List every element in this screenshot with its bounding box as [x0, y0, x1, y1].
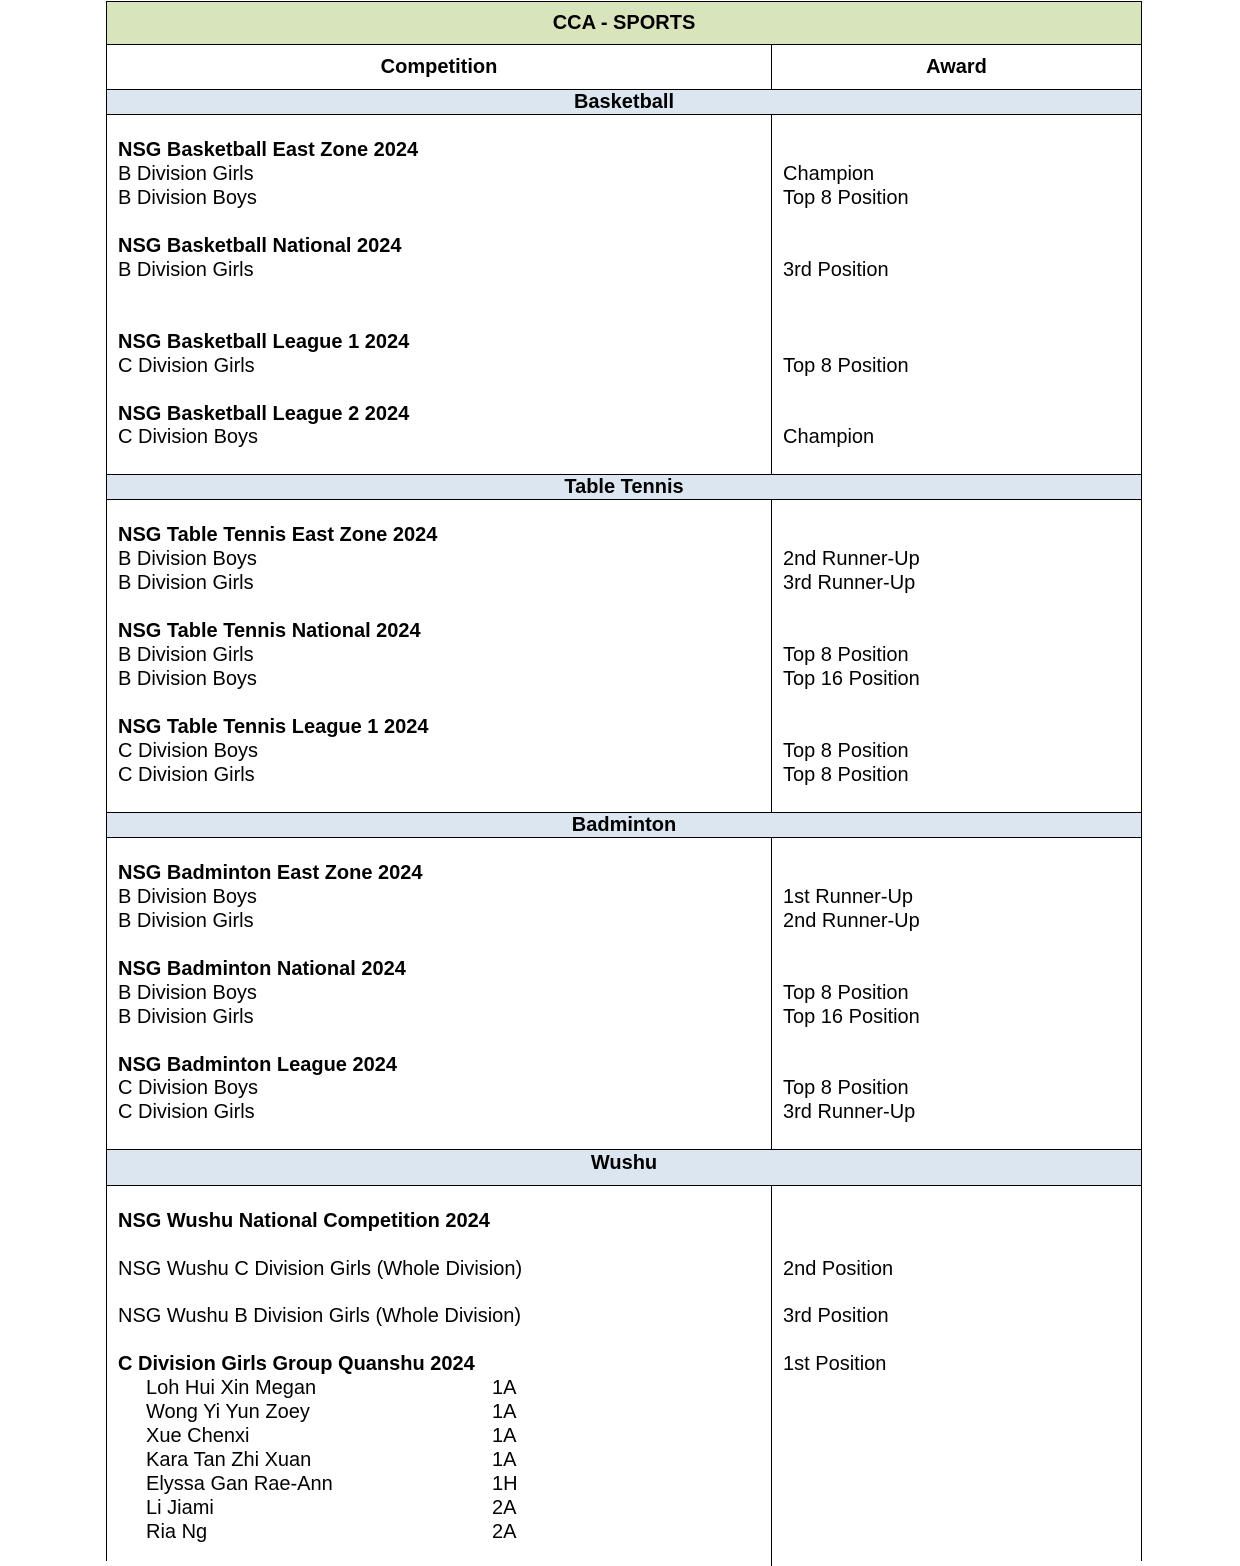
award-value: 3rd Position — [783, 1305, 889, 1327]
member-name: Elyssa Gan Rae-Ann — [146, 1473, 333, 1495]
competition-title: NSG Basketball League 1 2024 — [118, 331, 410, 353]
section-wushu: Wushu — [107, 1149, 1141, 1186]
competition-title: NSG Basketball National 2024 — [118, 235, 402, 257]
award-value: Top 8 Position — [783, 740, 909, 762]
award-value: 2nd Runner-Up — [783, 548, 920, 570]
member-class: 1A — [492, 1449, 517, 1471]
competition-title: NSG Badminton National 2024 — [118, 958, 406, 980]
section-basketball: Basketball — [107, 89, 1141, 115]
award-value: 3rd Runner-Up — [783, 572, 916, 594]
award-value: Top 8 Position — [783, 644, 909, 666]
member-class: 2A — [492, 1521, 517, 1543]
competition-title: NSG Wushu National Competition 2024 — [118, 1210, 490, 1232]
member-class: 1H — [492, 1473, 518, 1495]
column-divider — [771, 45, 772, 89]
award-value: Top 16 Position — [783, 668, 920, 690]
award-value: Champion — [783, 426, 875, 448]
competition-title: NSG Badminton East Zone 2024 — [118, 862, 423, 884]
competition-header: Competition — [380, 56, 498, 78]
column-divider — [771, 838, 772, 1149]
division-label: NSG Wushu C Division Girls (Whole Division) — [118, 1258, 523, 1280]
member-class: 1A — [492, 1401, 517, 1423]
division-label: B Division Girls — [118, 163, 254, 185]
column-divider — [771, 1186, 772, 1566]
table-title: CCA - SPORTS — [107, 1, 1141, 45]
competition-title: NSG Badminton League 2024 — [118, 1054, 397, 1076]
division-label: B Division Girls — [118, 259, 254, 281]
award-header: Award — [926, 56, 987, 78]
member-class: 1A — [492, 1377, 517, 1399]
member-name: Xue Chenxi — [146, 1425, 250, 1447]
division-label: NSG Wushu B Division Girls (Whole Division) — [118, 1305, 522, 1327]
award-value: Top 8 Position — [783, 187, 909, 209]
award-value: 1st Runner-Up — [783, 886, 914, 908]
award-value: 2nd Position — [783, 1258, 894, 1280]
division-label: C Division Boys — [118, 426, 259, 448]
section-badminton: Badminton — [107, 812, 1141, 838]
award-value: Top 16 Position — [783, 1006, 920, 1028]
division-label: C Division Boys — [118, 1077, 259, 1099]
section-table-tennis: Table Tennis — [107, 474, 1141, 500]
competition-title: C Division Girls Group Quanshu 2024 — [118, 1353, 475, 1375]
competition-title: NSG Basketball East Zone 2024 — [118, 139, 419, 161]
member-name: Loh Hui Xin Megan — [146, 1377, 317, 1399]
member-class: 1A — [492, 1425, 517, 1447]
member-name: Li Jiami — [146, 1497, 214, 1519]
award-value: 1st Position — [783, 1353, 887, 1375]
division-label: C Division Girls — [118, 1101, 255, 1123]
member-class: 2A — [492, 1497, 517, 1519]
member-name: Ria Ng — [146, 1521, 208, 1543]
award-value: 2nd Runner-Up — [783, 910, 920, 932]
competition-title: NSG Table Tennis League 1 2024 — [118, 716, 429, 738]
member-name: Kara Tan Zhi Xuan — [146, 1449, 312, 1471]
division-label: C Division Boys — [118, 740, 259, 762]
division-label: C Division Girls — [118, 355, 255, 377]
column-divider — [771, 500, 772, 812]
competition-title: NSG Basketball League 2 2024 — [118, 403, 410, 425]
division-label: B Division Boys — [118, 548, 257, 570]
division-label: B Division Boys — [118, 982, 257, 1004]
division-label: B Division Girls — [118, 644, 254, 666]
award-value: Top 8 Position — [783, 1077, 909, 1099]
member-name: Wong Yi Yun Zoey — [146, 1401, 310, 1423]
award-value: Top 8 Position — [783, 355, 909, 377]
division-label: B Division Boys — [118, 886, 257, 908]
award-value: 3rd Position — [783, 259, 889, 281]
division-label: B Division Boys — [118, 187, 257, 209]
award-value: Top 8 Position — [783, 982, 909, 1004]
award-value: Top 8 Position — [783, 764, 909, 786]
division-label: B Division Boys — [118, 668, 257, 690]
award-value: Champion — [783, 163, 875, 185]
division-label: B Division Girls — [118, 910, 254, 932]
award-value: 3rd Runner-Up — [783, 1101, 916, 1123]
column-divider — [771, 115, 772, 475]
division-label: B Division Girls — [118, 1006, 254, 1028]
division-label: B Division Girls — [118, 572, 254, 594]
division-label: C Division Girls — [118, 764, 255, 786]
awards-table — [106, 1, 1142, 1561]
competition-title: NSG Table Tennis East Zone 2024 — [118, 524, 438, 546]
competition-title: NSG Table Tennis National 2024 — [118, 620, 421, 642]
